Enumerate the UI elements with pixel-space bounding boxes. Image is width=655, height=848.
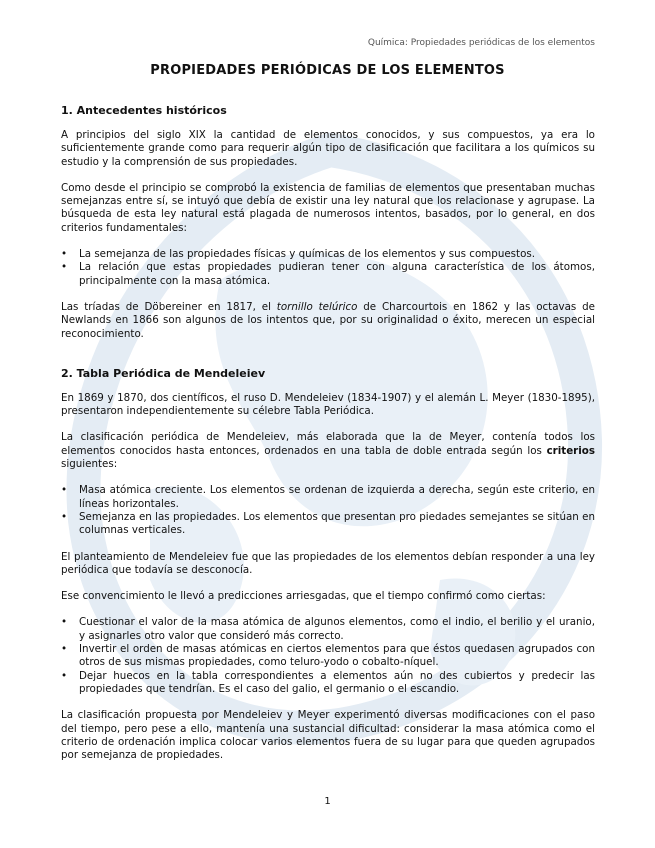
- strong-criterios: criterios: [546, 444, 595, 457]
- section-2-paragraph-3: El planteamiento de Mendeleiev fue que las propiedades de los elementos debían responder a una ley periódica que todavía se desconocía.: [61, 550, 595, 576]
- list-item: • La semejanza de las propiedades físicas y químicas de los elementos y sus compuestos.: [61, 248, 536, 261]
- bullet-icon: •: [61, 643, 68, 656]
- bullet-icon: •: [61, 261, 68, 274]
- bullet-icon: •: [61, 248, 68, 261]
- section-2-paragraph-1: En 1869 y 1870, dos científicos, el ruso D. Mendeleiev (1834-1907) y el alemán L. Meyer (1830-1895), presentaron independientemente su célebre Tabla Periódica.: [61, 391, 595, 418]
- emphasis-tornillo-telurico: tornillo telúrico: [276, 300, 358, 313]
- list-item: • Invertir el orden de masas atómicas en ciertos elementos para que éstos quedasen agrupados con otros de sus mismas propiedades, como teluro-yodo o cobalto-níquel.: [61, 643, 595, 669]
- document-body: [61, 104, 595, 775]
- running-header: Química: Propiedades periódicas de los elementos: [367, 38, 595, 48]
- section-2-paragraph-2: La clasificación periódica de Mendeleiev, más elaborada que la de Meyer, contenía todos los elementos conocidos hasta entonces, ordenados en una tabla de doble entrada según los criterios siguientes:: [61, 431, 595, 471]
- bullet-icon: •: [61, 484, 68, 497]
- bullet-icon: •: [61, 616, 68, 629]
- bullet-icon: •: [61, 669, 68, 682]
- section-1-bullet-list: [61, 248, 595, 288]
- list-item: • Dejar huecos en la tabla correspondientes a elementos aún no des cubiertos y predecir las propiedades que tendrían. Es el caso del galio, el germanio o el escandio.: [61, 669, 595, 695]
- list-item: • Masa atómica creciente. Los elementos se ordenan de izquierda a derecha, según este criterio, en líneas horizontales.: [61, 484, 595, 510]
- section-2-criteria-list: [61, 484, 595, 537]
- section-1-paragraph-3: Las tríadas de Döbereiner en 1817, el tornillo telúrico de Charcourtois en 1862 y las octavas de Newlands en 1866 son algunos de los intentos que, por su originalidad o éxito, merecen un especial reconocimiento.: [61, 300, 595, 340]
- section-2-predictions-list: [61, 616, 595, 696]
- list-item: • La relación que estas propiedades pudieran tener con alguna característica de los átomos, principalmente con la masa atómica.: [61, 261, 595, 287]
- bullet-icon: •: [61, 510, 68, 523]
- document-title: PROPIEDADES PERIÓDICAS DE LOS ELEMENTOS: [150, 63, 505, 78]
- section-2-paragraph-5: La clasificación propuesta por Mendeleiev y Meyer experimentó diversas modificaciones con el paso del tiempo, pero pese a ello, mantenía una sustancial dificultad: considerar la masa atómica como el criterio de ordenación implica colocar varios elementos fuera de su lugar para que queden agrupados por semejanza de propiedades.: [61, 709, 595, 762]
- section-1-paragraph-1: A principios del siglo XIX la cantidad de elementos conocidos, y sus compuestos, ya era lo suficientemente grande como para requerir algún tipo de clasificación que facilitara a los químicos su estudio y la comprensión de sus propiedades.: [61, 129, 595, 168]
- list-item: • Cuestionar el valor de la masa atómica de algunos elementos, como el indio, el berilio y el uranio, y asignarles otro valor que consideró más correcto.: [61, 616, 595, 642]
- section-1-heading: 1. Antecedentes históricos: [61, 104, 227, 117]
- page-number: 1: [324, 796, 331, 807]
- section-1-paragraph-2: Como desde el principio se comprobó la existencia de familias de elementos que presentaban muchas semejanzas entre sí, se intuyó que debía de existir una ley natural que los relacionase y agrupase. La búsqueda de esta ley natural está plagada de numerosos intentos, basados, por lo general, en dos criterios fundamentales:: [61, 181, 595, 234]
- section-2-heading: 2. Tabla Periódica de Mendeleiev: [61, 366, 266, 380]
- list-item: • Semejanza en las propiedades. Los elementos que presentan pro piedades semejantes se sitúan en columnas verticales.: [61, 510, 595, 537]
- section-2-paragraph-4: Ese convencimiento le llevó a predicciones arriesgadas, que el tiempo confirmó como ciertas:: [61, 590, 546, 603]
